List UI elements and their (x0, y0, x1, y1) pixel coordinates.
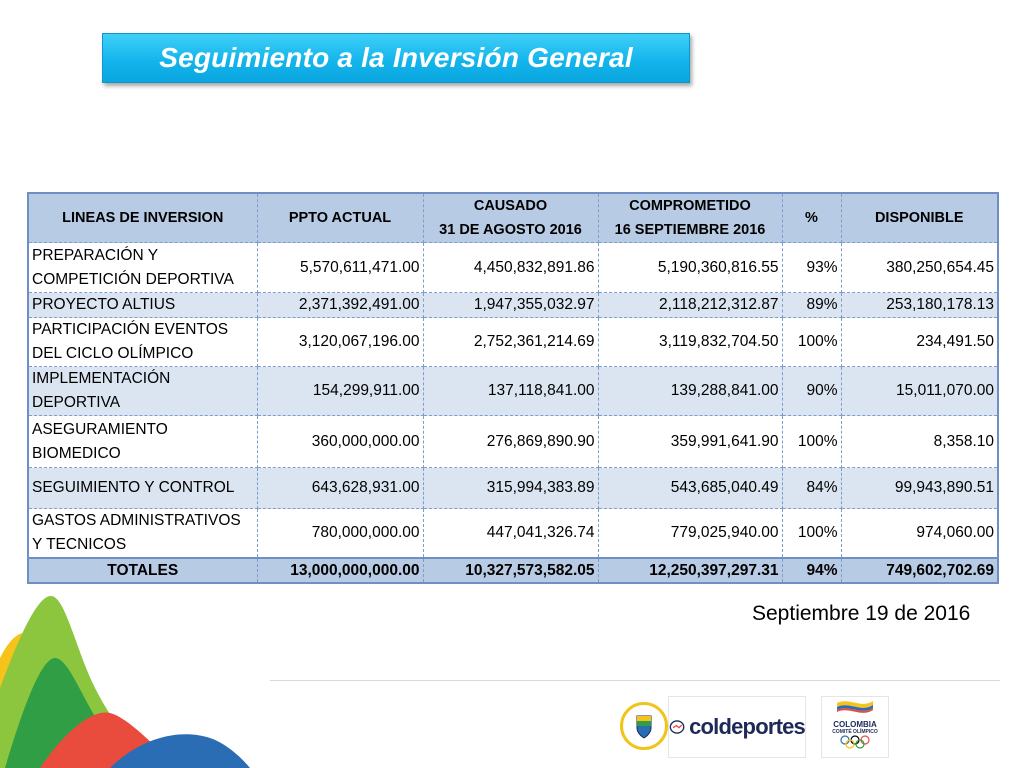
row-causado: 315,994,383.89 (423, 468, 598, 509)
row-disponible: 15,011,070.00 (841, 367, 998, 416)
olympic-rings-icon (838, 735, 872, 749)
table-row (28, 416, 998, 468)
row-causado: 2,752,361,214.69 (423, 318, 598, 367)
col-header-ppto: PPTO ACTUAL (257, 193, 423, 243)
col-header-causado (423, 193, 598, 243)
totals-disponible: 749,602,702.69 (841, 558, 998, 583)
totals-row (28, 558, 998, 583)
row-comprometido: 779,025,940.00 (598, 509, 782, 559)
row-pct: 93% (782, 243, 841, 293)
table-row (28, 293, 998, 318)
row-disponible: 974,060.00 (841, 509, 998, 559)
row-pct: 90% (782, 367, 841, 416)
row-ppto: 5,570,611,471.00 (257, 243, 423, 293)
row-comprometido: 5,190,360,816.55 (598, 243, 782, 293)
row-pct: 89% (782, 293, 841, 318)
col-header-causado-line2: 31 DE AGOSTO 2016 (439, 222, 582, 238)
footer-logos (620, 696, 1020, 760)
col-header-causado-line1: CAUSADO (473, 198, 548, 214)
totals-comprometido: 12,250,397,297.31 (598, 558, 782, 583)
row-disponible: 8,358.10 (841, 416, 998, 468)
row-name: PARTICIPACIÓN EVENTOS DEL CICLO OLÍMPICO (28, 318, 257, 367)
footer-divider (270, 680, 1000, 681)
col-header-disponible: DISPONIBLE (841, 193, 998, 243)
row-name: GASTOS ADMINISTRATIVOS Y TECNICOS (28, 509, 257, 559)
comite-olimpico-logo (821, 696, 889, 758)
row-disponible: 253,180,178.13 (841, 293, 998, 318)
page-title: Seguimiento a la Inversión General (159, 42, 633, 73)
row-ppto: 154,299,911.00 (257, 367, 423, 416)
decorative-mountain-swoosh (0, 588, 250, 768)
row-comprometido: 3,119,832,704.50 (598, 318, 782, 367)
row-causado: 1,947,355,032.97 (423, 293, 598, 318)
table-row (28, 243, 998, 293)
row-comprometido: 2,118,212,312.87 (598, 293, 782, 318)
col-header-comprometido (598, 193, 782, 243)
totals-ppto: 13,000,000,000.00 (257, 558, 423, 583)
row-disponible: 99,943,890.51 (841, 468, 998, 509)
coldeportes-logo (668, 696, 806, 758)
row-causado: 4,450,832,891.86 (423, 243, 598, 293)
table-row (28, 318, 998, 367)
row-name: PREPARACIÓN Y COMPETICIÓN DEPORTIVA (28, 243, 257, 293)
col-header-comprometido-line1: COMPROMETIDO (629, 198, 751, 214)
row-disponible: 380,250,654.45 (841, 243, 998, 293)
coi-country: COLOMBIA (833, 720, 877, 729)
coldeportes-wordmark: coldeportes (689, 714, 805, 739)
col-header-comprometido-line2: 16 SEPTIEMBRE 2016 (614, 222, 766, 238)
row-ppto: 3,120,067,196.00 (257, 318, 423, 367)
col-header-lineas: LINEAS DE INVERSION (28, 193, 257, 243)
table-row (28, 367, 998, 416)
title-banner (102, 33, 690, 83)
row-causado: 137,118,841.00 (423, 367, 598, 416)
row-causado: 447,041,326.74 (423, 509, 598, 559)
row-comprometido: 359,991,641.90 (598, 416, 782, 468)
investment-table-container (27, 192, 997, 584)
row-ppto: 643,628,931.00 (257, 468, 423, 509)
row-ppto: 780,000,000.00 (257, 509, 423, 559)
row-pct: 100% (782, 509, 841, 559)
row-name: SEGUIMIENTO Y CONTROL (28, 468, 257, 509)
row-name: ASEGURAMIENTO BIOMEDICO (28, 416, 257, 468)
row-ppto: 2,371,392,491.00 (257, 293, 423, 318)
investment-table (27, 192, 999, 584)
row-ppto: 360,000,000.00 (257, 416, 423, 468)
totals-label: TOTALES (28, 558, 257, 583)
report-date: Septiembre 19 de 2016 (752, 602, 971, 625)
row-comprometido: 543,685,040.49 (598, 468, 782, 509)
runner-icon (669, 716, 685, 738)
table-header-row (28, 193, 998, 243)
coi-subtitle: COMITÉ OLÍMPICO (832, 729, 878, 735)
row-pct: 84% (782, 468, 841, 509)
table-row (28, 468, 998, 509)
totals-pct: 94% (782, 558, 841, 583)
shield-icon (629, 711, 659, 741)
colombia-seal-logo (620, 702, 668, 750)
row-name: IMPLEMENTACIÓN DEPORTIVA (28, 367, 257, 416)
row-disponible: 234,491.50 (841, 318, 998, 367)
row-comprometido: 139,288,841.00 (598, 367, 782, 416)
row-name: PROYECTO ALTIUS (28, 293, 257, 318)
row-pct: 100% (782, 416, 841, 468)
table-row (28, 509, 998, 559)
col-header-pct: % (782, 193, 841, 243)
totals-causado: 10,327,573,582.05 (423, 558, 598, 583)
row-pct: 100% (782, 318, 841, 367)
row-causado: 276,869,890.90 (423, 416, 598, 468)
flag-ribbon-icon (835, 697, 875, 715)
